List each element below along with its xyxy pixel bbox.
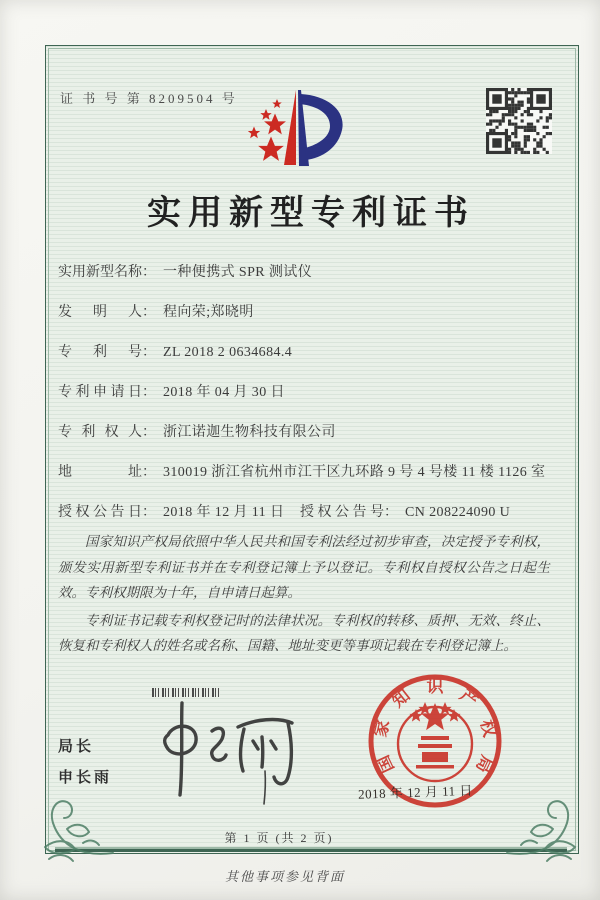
field-label: 专利号: [58, 345, 142, 360]
field-row-filing-date: [58, 382, 560, 422]
back-note: 其他事项参见背面: [224, 869, 345, 884]
field-row-inventor: [58, 302, 560, 342]
field-value: 程向荣;郑晓明: [163, 305, 254, 320]
field-row-patent-number: [58, 342, 560, 382]
svg-text:局: 局: [472, 752, 497, 776]
field-label: 授权公告日: [58, 505, 142, 520]
field-colon: ：: [384, 505, 398, 520]
field-list: [58, 262, 560, 542]
svg-text:国: 国: [373, 752, 398, 776]
field-value: 浙江诺迦生物科技有限公司: [163, 425, 336, 440]
field-label: 发明人: [58, 305, 142, 320]
handwritten-signature: [150, 697, 310, 809]
field-value: ZL 2018 2 0634684.4: [163, 345, 293, 360]
seal-date: 2018 年 12 月 11 日: [357, 782, 474, 802]
svg-text:家: 家: [370, 717, 394, 739]
field-value: 2018 年 04 月 30 日: [163, 385, 285, 400]
page-indicator: 第 1 页 (共 2 页): [224, 831, 334, 845]
corner-flourish-left: [37, 783, 119, 865]
field-row-patentee: [58, 422, 560, 462]
field-label: 专利申请日: [58, 385, 142, 400]
field-value: 310019 浙江省杭州市江干区九环路 9 号 4 号楼 11 楼 1126 室: [163, 465, 546, 480]
field-value: 一种便携式 SPR 测试仪: [163, 265, 313, 280]
field-label: 授权公告号: [300, 505, 384, 520]
cnipa-logo-icon: [238, 82, 368, 174]
svg-text:知: 知: [388, 685, 414, 711]
qr-code: [486, 88, 552, 154]
svg-text:识: 识: [426, 677, 444, 696]
field-colon: ：: [142, 305, 156, 320]
frame-bottom-rule: [55, 849, 567, 852]
certificate-title: 实用新型专利证书: [147, 195, 475, 232]
svg-text:权: 权: [476, 717, 500, 739]
field-label: 地址: [58, 465, 142, 480]
register-paragraph: 专利证书记载专利权登记时的法律状况。专利权的转移、质押、无效、终止、恢复和专利权人的姓名或名称、国籍、地址变更等事项记载在专利登记簿上。: [58, 612, 550, 653]
field-label: 专利权人: [58, 425, 142, 440]
field-colon: ：: [142, 425, 156, 440]
field-row-name: [58, 262, 560, 302]
director-name: 申长雨: [58, 769, 113, 786]
field-value: CN 208224090 U: [405, 505, 511, 520]
field-colon: ：: [142, 265, 156, 280]
field-colon: ：: [142, 345, 156, 360]
field-colon: ：: [142, 505, 156, 520]
barcode: [152, 688, 220, 697]
director-title: 局长: [58, 738, 95, 755]
field-row-address: [58, 462, 560, 502]
corner-flourish-right: [501, 783, 583, 865]
certificate-number: 证 书 号 第 8209504 号: [60, 91, 238, 106]
legal-text: [58, 529, 550, 661]
field-pair-grant-number: [300, 502, 510, 524]
field-colon: ：: [142, 465, 156, 480]
grant-paragraph: 国家知识产权局依照中华人民共和国专利法经过初步审查，决定授予专利权，颁发实用新型专利证书并在专利登记簿上予以登记。专利权自授权公告之日起生效。专利权期限为十年，自申请日起算。: [58, 534, 550, 600]
field-value: 2018 年 12 月 11 日: [163, 505, 285, 520]
field-colon: ：: [142, 385, 156, 400]
field-label: 实用新型名称: [58, 265, 142, 280]
svg-text:产: 产: [456, 685, 482, 711]
